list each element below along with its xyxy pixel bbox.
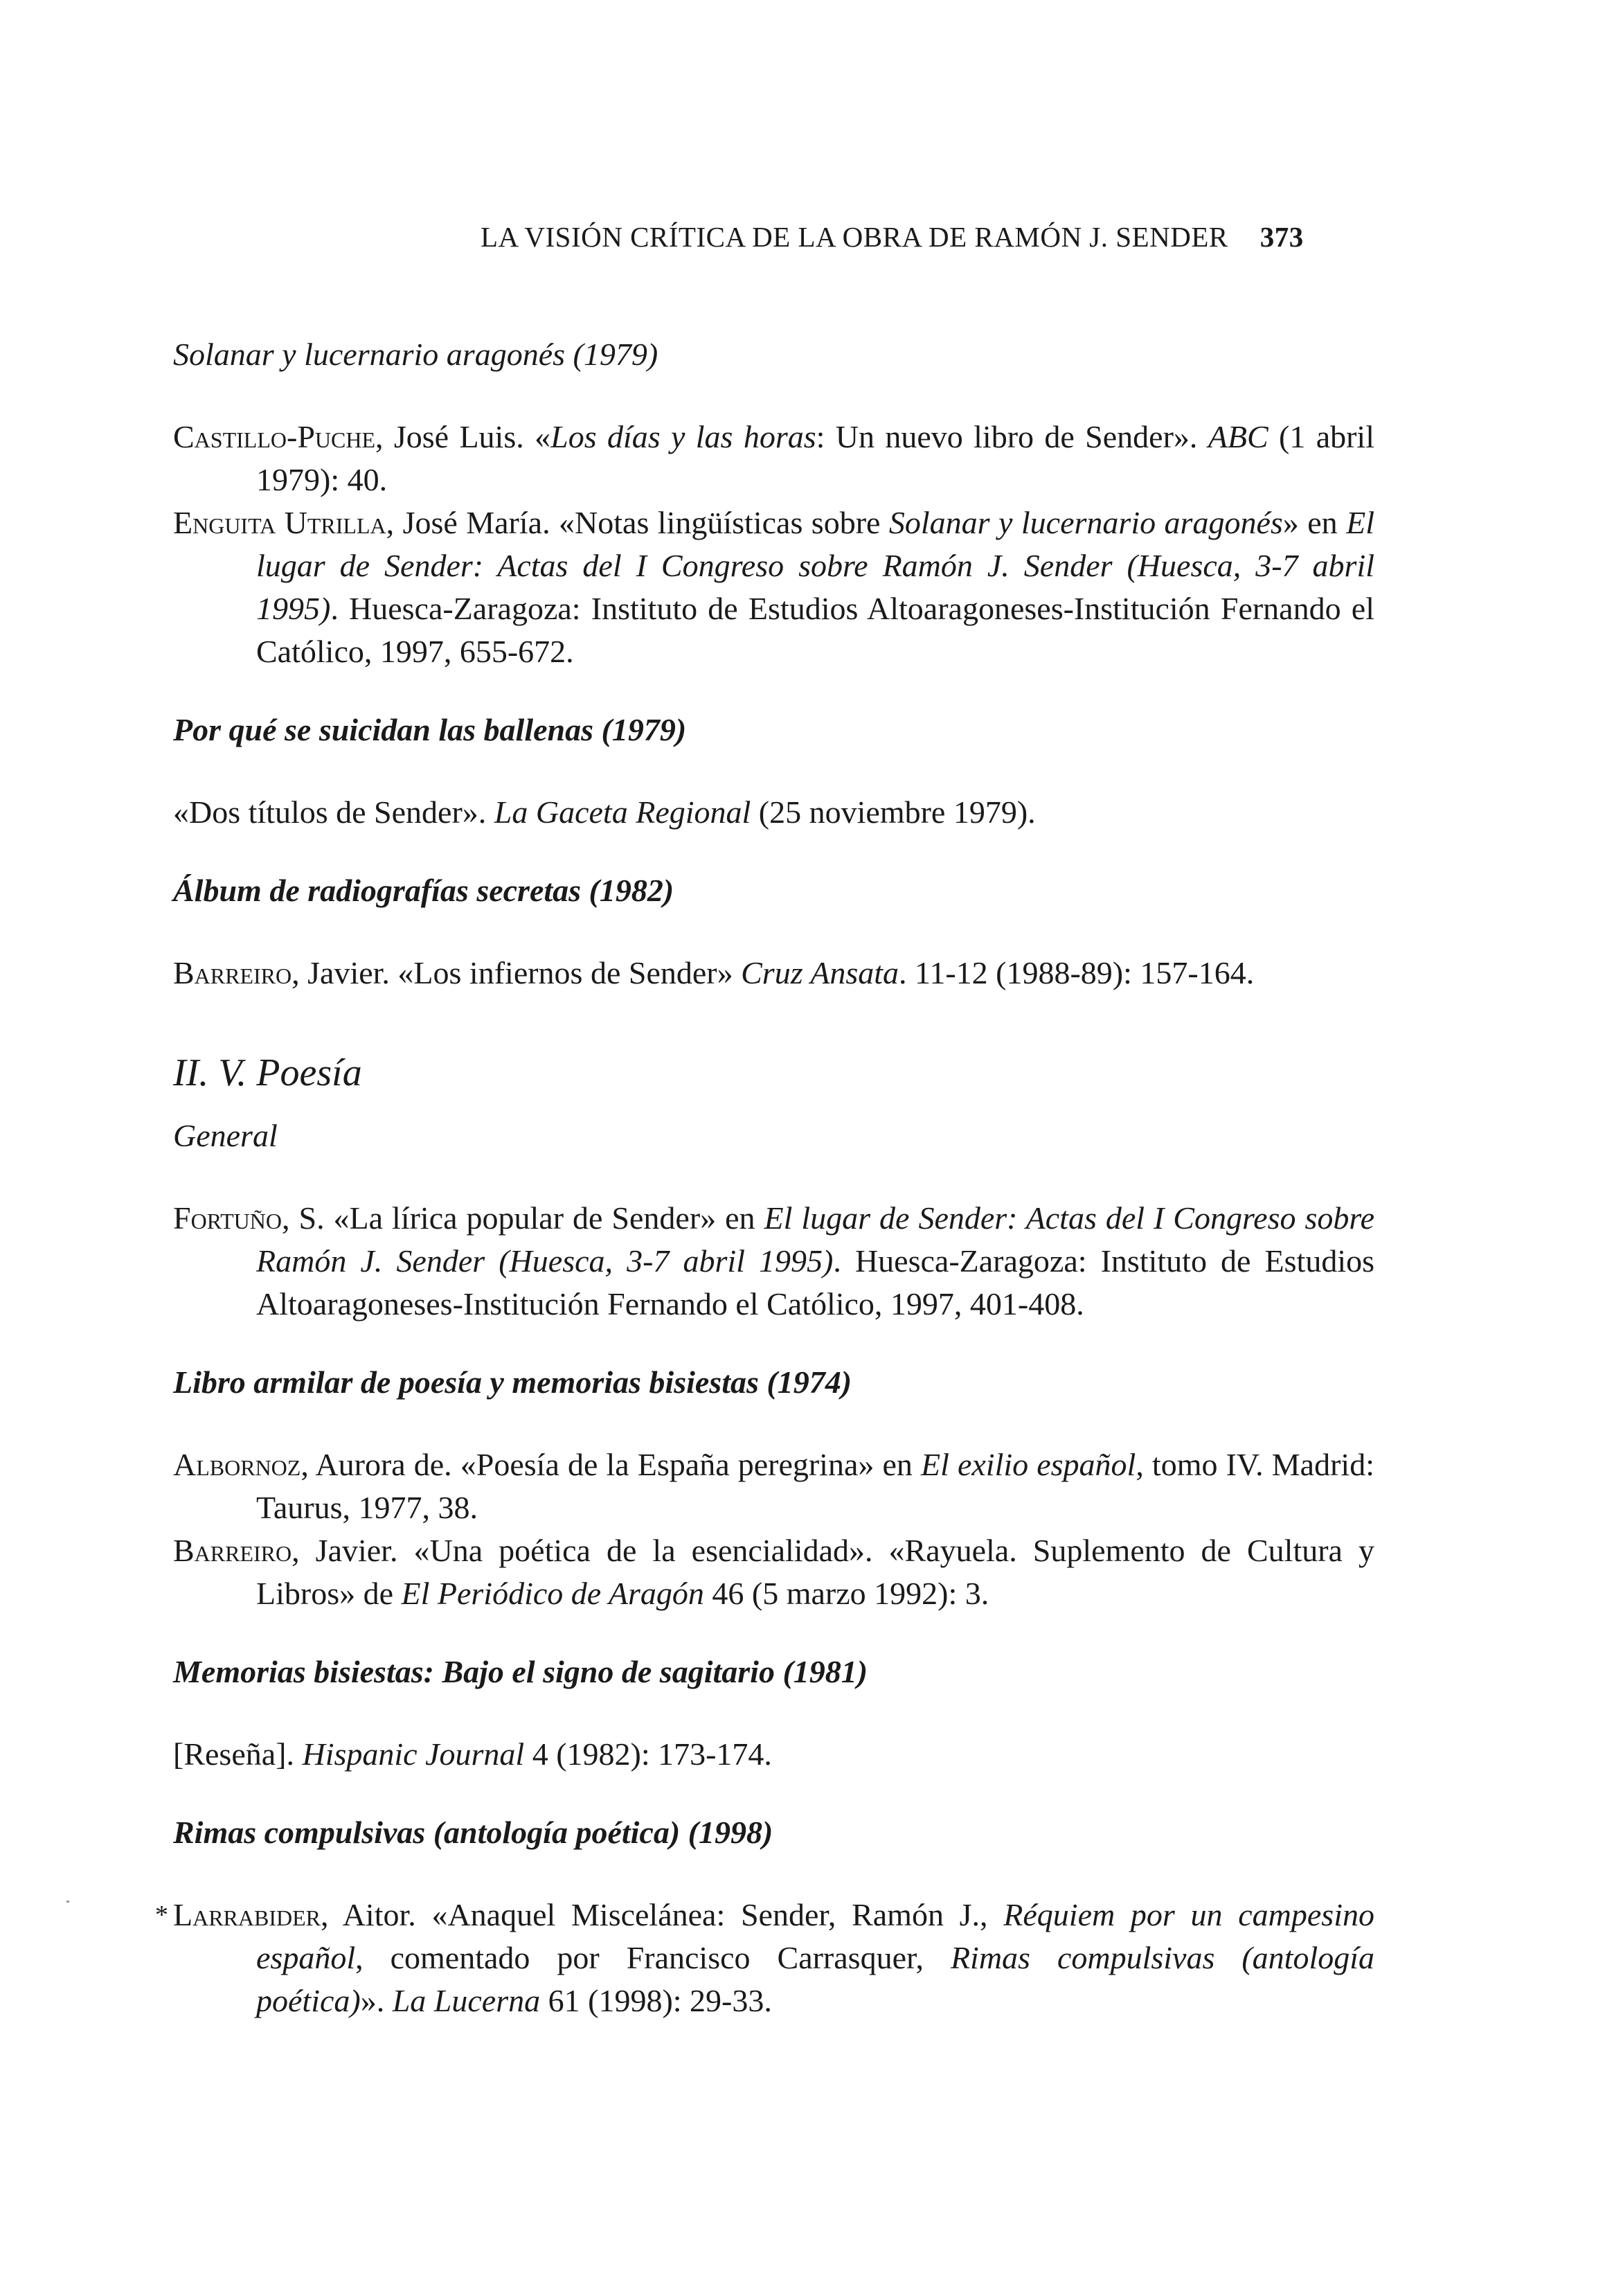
- section-heading-album: Álbum de radiografías secretas (1982): [173, 873, 674, 908]
- bib-entry-enguita-utrilla: Enguita Utrilla, José María. «Notas lingüísticas sobre Solanar y lucernario aragonés» en El lugar de Sender: Actas del I Congreso sobre Ramón J. Sender (Huesca, 3-7 abril 1995). Huesca-Zaragoza: Instituto de Estudios Altoaragoneses-Institución Fernando el Católico, 1997, 655-672.: [173, 505, 1375, 669]
- bib-entry-dos-titulos: «Dos títulos de Sender». La Gaceta Regional (25 noviembre 1979).: [173, 794, 1036, 830]
- bibliography-body: [155, 334, 1375, 2022]
- running-title: LA VISIÓN CRÍTICA DE LA OBRA DE RAMÓN J. SENDER: [481, 221, 1228, 253]
- entry-author: Albornoz,: [173, 1447, 309, 1482]
- bib-entry-albornoz: Albornoz, Aurora de. «Poesía de la España peregrina» en El exilio español, tomo IV. Madrid: Taurus, 1977, 38.: [173, 1447, 1374, 1525]
- section-heading-ballenas: Por qué se suicidan las ballenas (1979): [173, 712, 687, 747]
- section-heading-solanar: Solanar y lucernario aragonés (1979): [173, 337, 658, 372]
- bib-entry-barreiro-poetica: Barreiro, Javier. «Una poética de la esencialidad». «Rayuela. Suplemento de Cultura y Libros» de El Periódico de Aragón 46 (5 marzo 1992): 3.: [173, 1533, 1374, 1611]
- entry-author: Barreiro,: [173, 955, 300, 990]
- subheading-general: General: [173, 1118, 278, 1153]
- bib-entry-resena: [Reseña]. Hispanic Journal 4 (1982): 173-174.: [173, 1736, 772, 1772]
- entry-author: Larrabider,: [173, 1897, 329, 1932]
- bib-entry-larrabider: * Larrabider, Aitor. «Anaquel Miscelánea: Sender, Ramón J., Réquiem por un campesino español, comentado por Francisco Carrasquer, Rimas compulsivas (antología poética)». La Lucerna 61 (1998): 29-33.: [173, 1894, 1374, 2022]
- entry-author: Barreiro,: [173, 1533, 300, 1568]
- entry-author: Castillo-Puche,: [173, 419, 384, 454]
- bib-entry-castillo-puche: Castillo-Puche, José Luis. «Los días y las horas: Un nuevo libro de Sender». ABC (1 abril 1979): 40.: [173, 419, 1374, 497]
- chapter-heading-poesia: II. V. Poesía: [173, 1051, 362, 1094]
- margin-speck: [66, 1901, 69, 1903]
- entry-author: Enguita Utrilla,: [173, 505, 395, 540]
- page-number: 373: [1259, 221, 1304, 253]
- entry-author: Fortuño,: [173, 1200, 290, 1236]
- section-heading-rimas: Rimas compulsivas (antología poética) (1998): [173, 1815, 773, 1850]
- running-header: [481, 220, 1371, 253]
- section-heading-libro-armilar: Libro armilar de poesía y memorias bisiestas (1974): [173, 1364, 852, 1400]
- bib-entry-barreiro-infiernos: Barreiro, Javier. «Los infiernos de Sender» Cruz Ansata. 11-12 (1988-89): 157-164.: [173, 955, 1255, 990]
- asterisk-marker: *: [155, 1901, 168, 1930]
- bib-entry-fortuno: Fortuño, S. «La lírica popular de Sender» en El lugar de Sender: Actas del I Congreso sobre Ramón J. Sender (Huesca, 3-7 abril 1995). Huesca-Zaragoza: Instituto de Estudios Altoaragoneses-Institución Fernando el Católico, 1997, 401-408.: [173, 1200, 1375, 1321]
- section-heading-memorias: Memorias bisiestas: Bajo el signo de sagitario (1981): [173, 1654, 868, 1689]
